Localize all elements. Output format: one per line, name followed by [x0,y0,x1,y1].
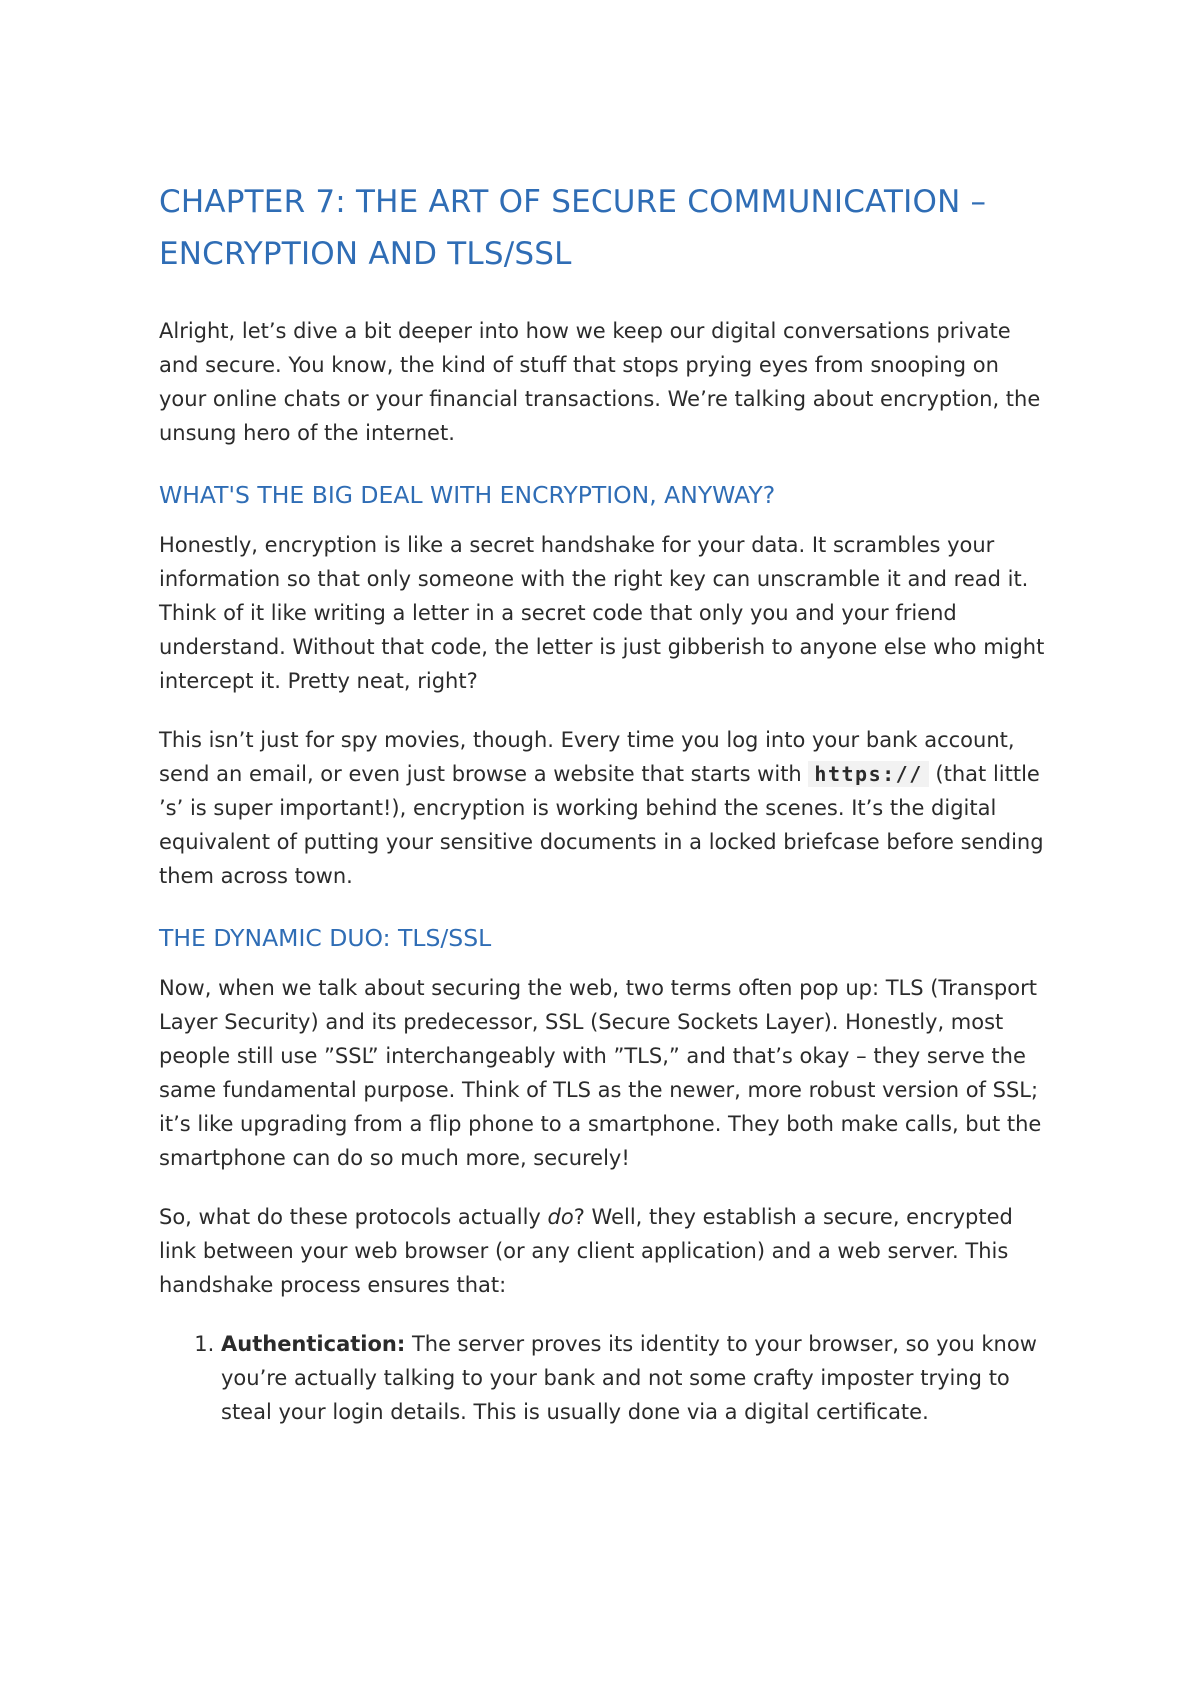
tls-paragraph-2 [159,1200,1051,1302]
section-heading-encryption: WHAT'S THE BIG DEAL WITH ENCRYPTION, ANYWAY? [159,481,776,509]
list-item-text: The server proves its identity to your browser, so you know you’re actually talking to your bank and not some crafty imposter trying to steal your login details. This is usually done via a digital certificate. [221,1332,1037,1424]
paragraph-text: So, what do these protocols actually [159,1205,548,1229]
section-heading-tls-ssl: THE DYNAMIC DUO: TLS/SSL [159,924,492,952]
inline-code-https: https:// [808,761,928,787]
emphasis-text: do [547,1205,574,1229]
list-item [221,1327,1051,1429]
chapter-title: CHAPTER 7: THE ART OF SECURE COMMUNICATION – ENCRYPTION AND TLS/SSL [159,184,987,272]
tls-paragraph-1: Now, when we talk about securing the web, two terms often pop up: TLS (Transport Layer Security) and its predecessor, SSL (Secure Sockets Layer). Honestly, most people still use ”SSL” interchangeably with ”TLS,” and that’s okay – they serve the same fundamental purpose. Think of TLS as the newer, more robust version of SSL; it’s like upgrading from a flip phone to a smartphone. They both make calls, but the smartphone can do so much more, securely! [159,976,1042,1170]
paragraph-text: ? Well, they establish a secure, encrypted link between your web browser (or any client application) and a web server. This handshake process ensures that: [159,1205,1013,1297]
list-item-term: Authentication: [221,1332,406,1356]
document-page [159,176,1051,1429]
handshake-list [159,1327,1051,1429]
encryption-paragraph-2 [159,723,1051,893]
intro-paragraph: Alright, let’s dive a bit deeper into how we keep our digital conversations private and secure. You know, the kind of stuff that stops prying eyes from snooping on your online chats or your financial transactions. We’re talking about encryption, the unsung hero of the internet. [159,319,1041,445]
paragraph-text: This isn’t just for spy movies, though. Every time you log into your bank account, send an email, or even just browse a website that starts with [159,728,1015,786]
paragraph-text: (that little ’s’ is super important!), encryption is working behind the scenes. It’s the digital equivalent of putting your sensitive documents in a locked briefcase before sending them across town. [159,762,1044,888]
encryption-paragraph-1: Honestly, encryption is like a secret handshake for your data. It scrambles your information so that only someone with the right key can unscramble it and read it. Think of it like writing a letter in a secret code that only you and your friend understand. Without that code, the letter is just gibberish to anyone else who might intercept it. Pretty neat, right? [159,533,1045,693]
